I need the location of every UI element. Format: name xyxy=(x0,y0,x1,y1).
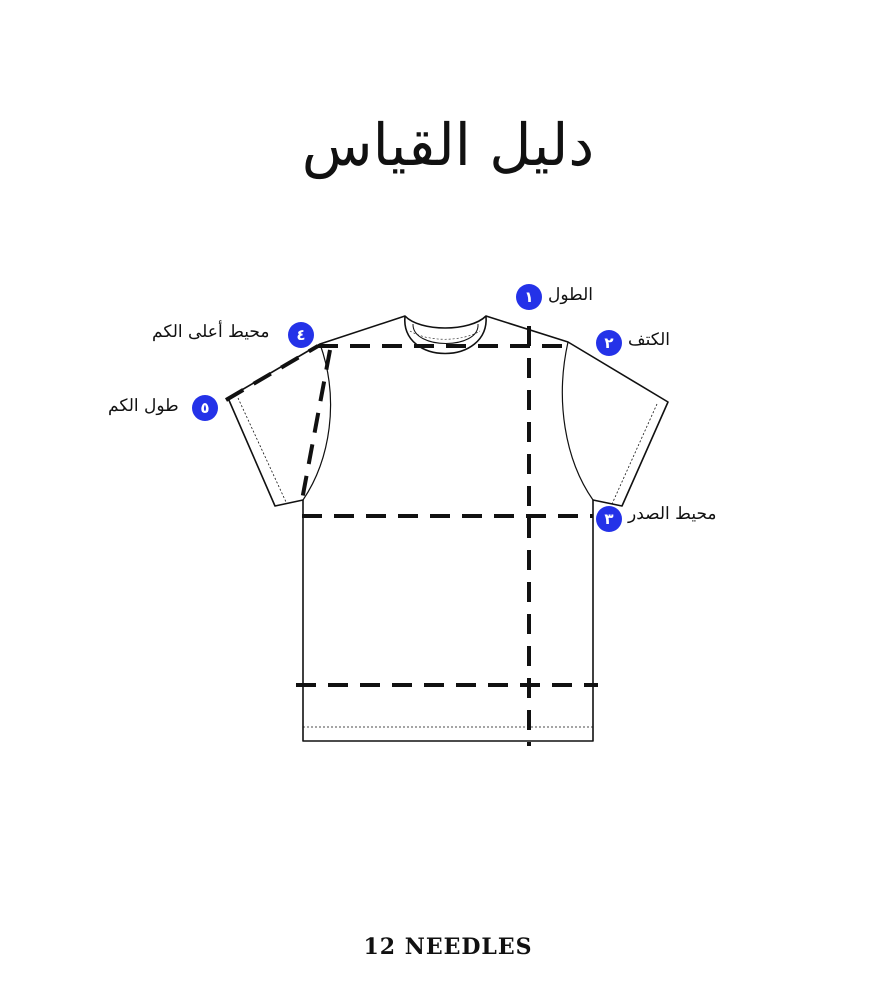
label-sleeve-length: طول الكم xyxy=(108,396,179,416)
badge-1: ١ xyxy=(516,284,542,310)
label-shoulder: الكتف xyxy=(628,330,671,350)
right-armhole-seam xyxy=(562,342,593,500)
badge-2: ٢ xyxy=(596,330,622,356)
label-upper-sleeve: محيط أعلى الكم xyxy=(152,322,270,342)
badge-4: ٤ xyxy=(288,322,314,348)
brand-logo: 12 NEEDLES xyxy=(363,934,533,960)
label-length: الطول xyxy=(548,285,593,305)
badge-5: ٥ xyxy=(192,395,218,421)
measurement-lines xyxy=(226,326,598,746)
page-title: دليل القياس xyxy=(301,111,595,179)
badge-3: ٣ xyxy=(596,506,622,532)
left-sleeve-hem xyxy=(238,398,286,502)
right-sleeve-hem xyxy=(612,404,657,504)
label-chest: محيط الصدر xyxy=(628,504,717,524)
